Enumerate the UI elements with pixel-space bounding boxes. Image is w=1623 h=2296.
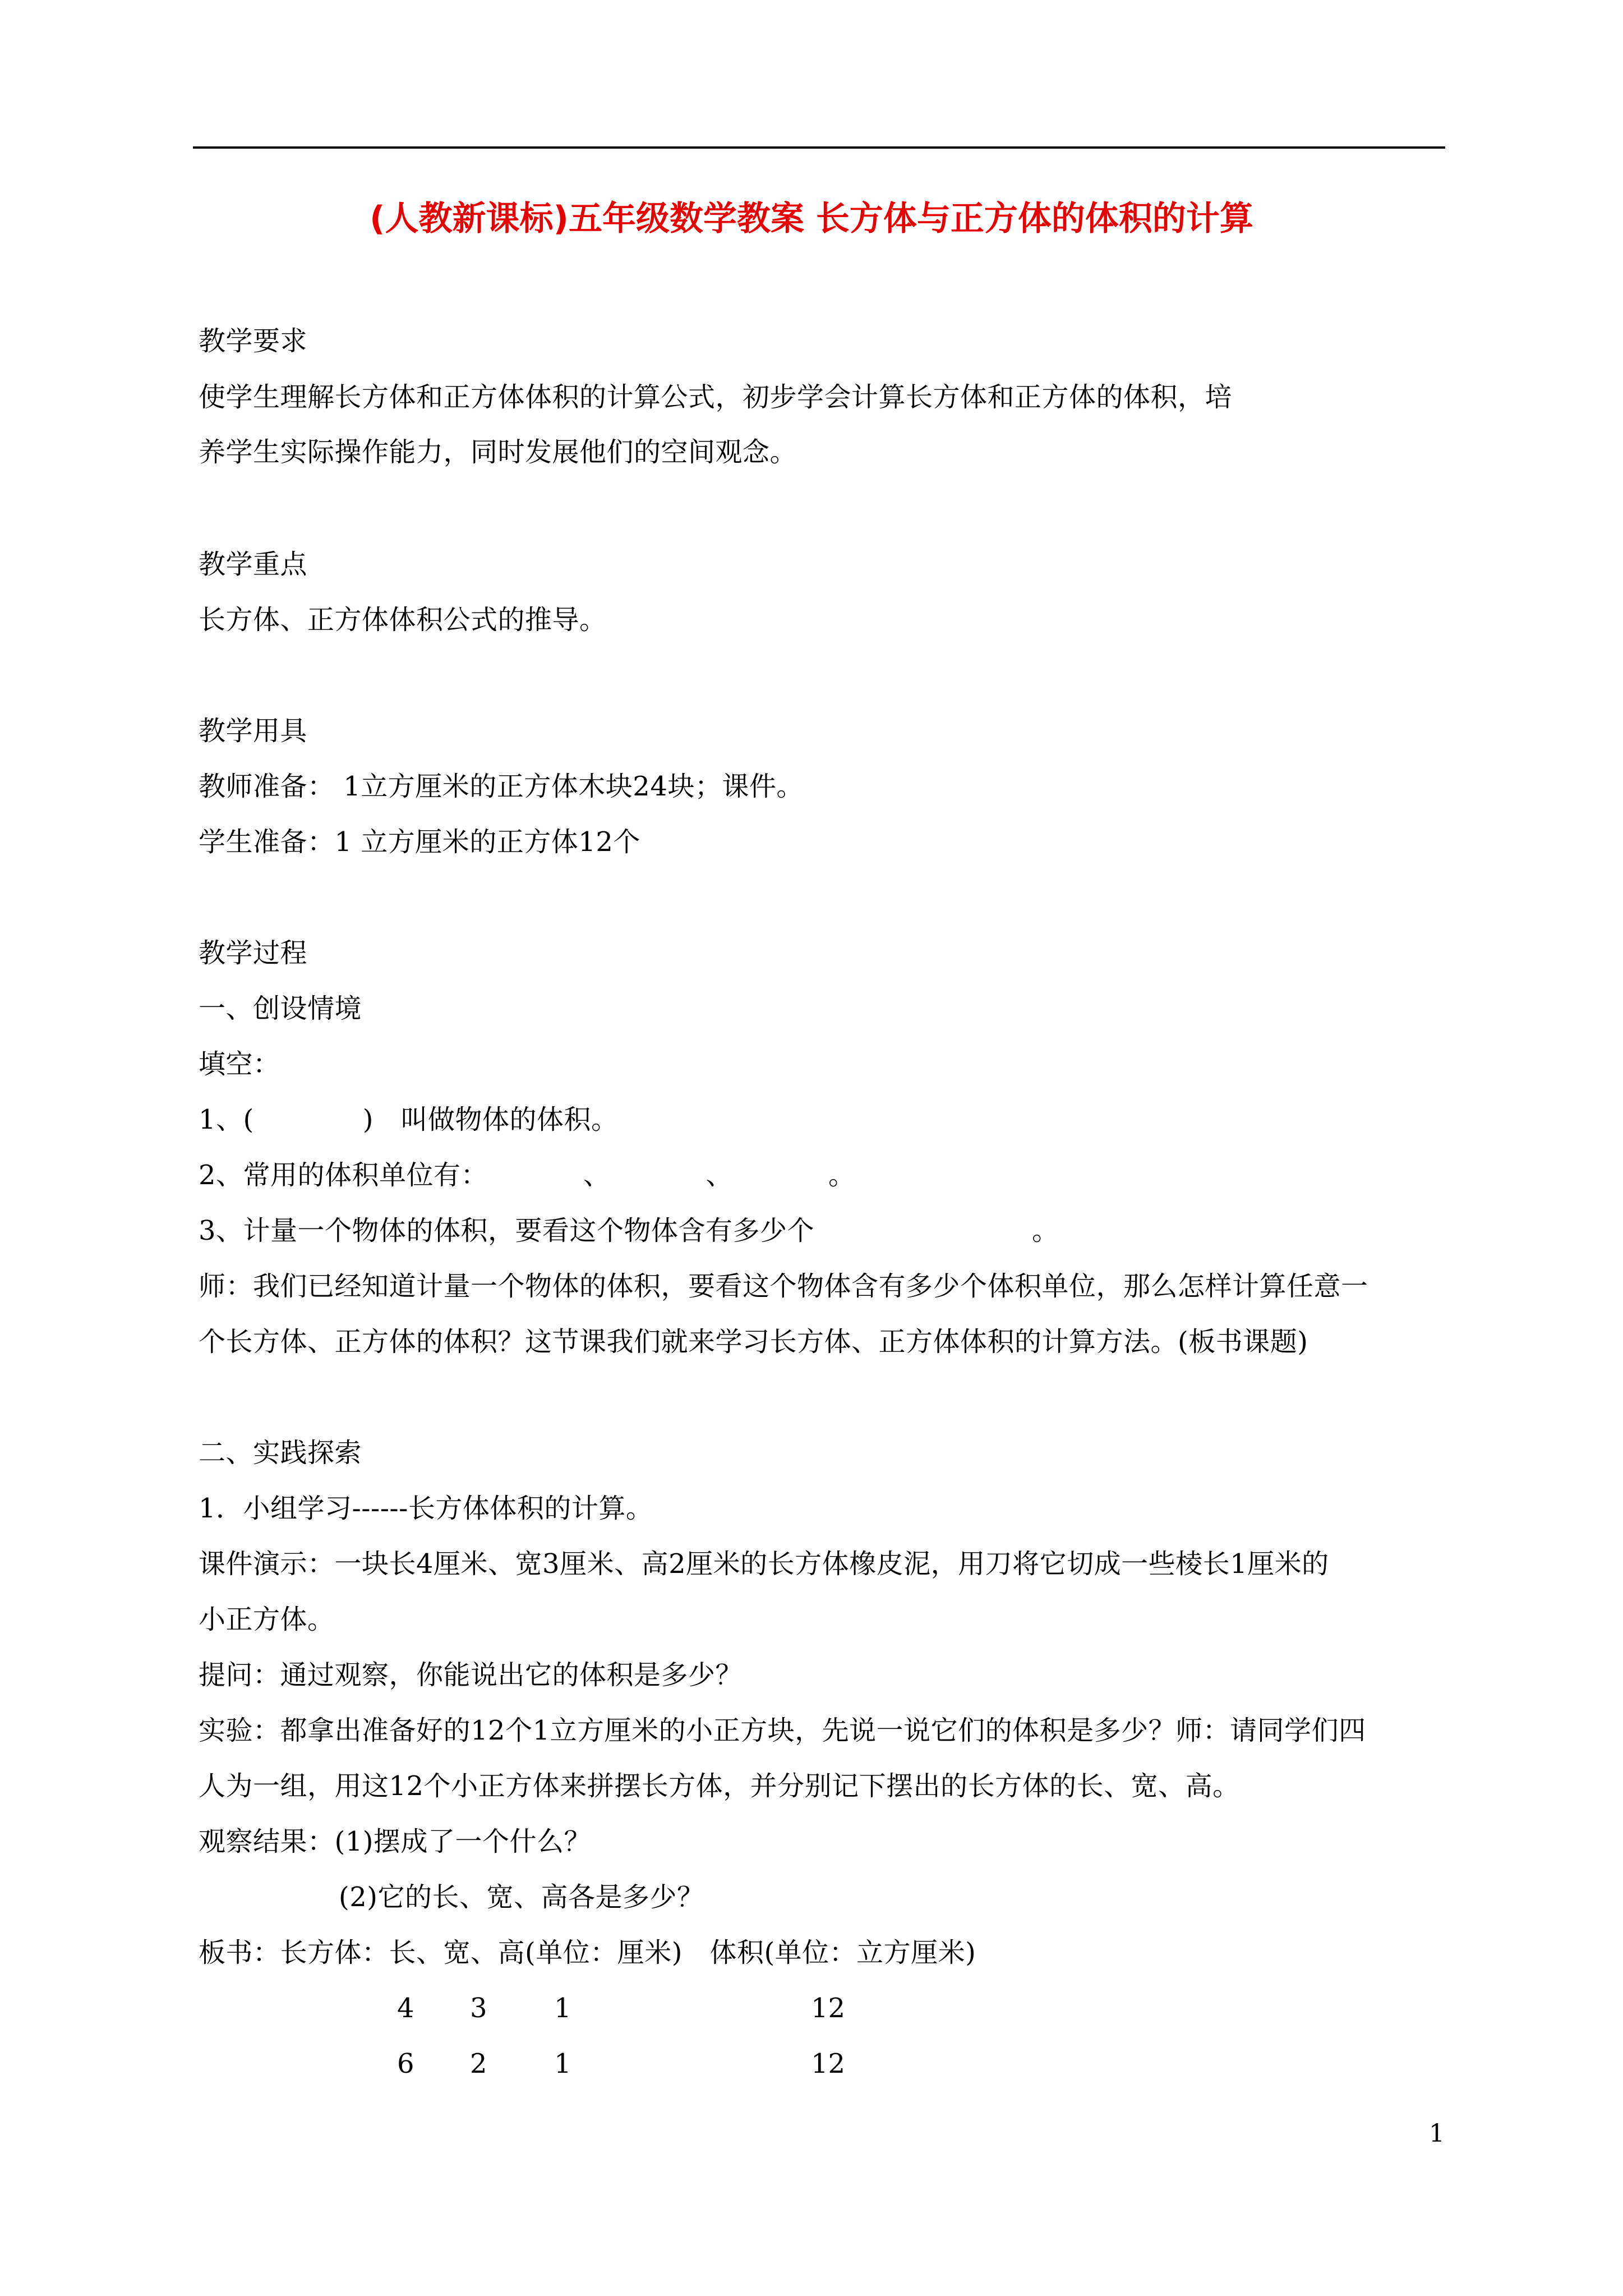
table-cell-length: 6 — [397, 2048, 414, 2079]
paragraph-line: 1．小组学习------长方体体积的计算。 — [199, 1493, 653, 1524]
paragraph-line: 学生准备：1 立方厘米的正方体12个 — [199, 826, 640, 858]
table-cell-width: 3 — [470, 1993, 487, 2024]
paragraph-line: 师：我们已经知道计量一个物体的体积，要看这个物体含有多少个体积单位，那么怎样计算任意一 — [199, 1271, 1368, 1302]
paragraph-line: 2、常用的体积单位有： 、 、 。 — [199, 1159, 856, 1191]
header-rule — [193, 146, 1445, 149]
table-cell-height: 1 — [554, 1993, 571, 2024]
paragraph-line: 人为一组，用这12个小正方体来拼摆长方体，并分别记下摆出的长方体的长、宽、高。 — [199, 1770, 1240, 1802]
section-heading-requirements: 教学要求 — [199, 325, 308, 357]
table-cell-volume: 12 — [811, 1993, 846, 2024]
document-title: (人教新课标)五年级数学教案 长方体与正方体的体积的计算 — [370, 199, 1253, 238]
table-cell-height: 1 — [554, 2048, 571, 2079]
paragraph-line: 提问：通过观察，你能说出它的体积是多少？ — [199, 1659, 743, 1691]
paragraph-line: 1、( ) 叫做物体的体积。 — [199, 1104, 619, 1135]
subsection-heading: 一、创设情境 — [199, 993, 362, 1024]
section-heading-tools: 教学用具 — [199, 715, 308, 747]
paragraph-line: 3、计量一个物体的体积，要看这个物体含有多少个 。 — [199, 1215, 1059, 1246]
paragraph-line: 观察结果：(1)摆成了一个什么？ — [199, 1826, 591, 1857]
paragraph-line: 使学生理解长方体和正方体体积的计算公式，初步学会计算长方体和正方体的体积，培 — [199, 381, 1233, 413]
subsection-heading: 二、实践探索 — [199, 1437, 362, 1469]
paragraph-line: (2)它的长、宽、高各是多少？ — [339, 1881, 704, 1913]
paragraph-line: 板书：长方体：长、宽、高(单位：厘米) 体积(单位：立方厘米) — [199, 1937, 976, 1968]
paragraph-line: 教师准备： 1立方厘米的正方体木块24块；课件。 — [199, 771, 804, 802]
table-cell-width: 2 — [470, 2048, 487, 2079]
table-cell-volume: 12 — [811, 2048, 846, 2079]
paragraph-line: 填空： — [199, 1048, 280, 1080]
paragraph-line: 课件演示：一块长4厘米、宽3厘米、高2厘米的长方体橡皮泥，用刀将它切成一些棱长1厘米的 — [199, 1548, 1329, 1580]
paragraph-line: 养学生实际操作能力，同时发展他们的空间观念。 — [199, 436, 797, 468]
paragraph-line: 实验：都拿出准备好的12个1立方厘米的小正方块，先说一说它们的体积是多少？师：请同学们四 — [199, 1715, 1366, 1746]
section-heading-focus: 教学重点 — [199, 549, 308, 580]
section-heading-process: 教学过程 — [199, 937, 308, 969]
paragraph-line: 小正方体。 — [199, 1604, 335, 1635]
table-cell-length: 4 — [397, 1993, 414, 2024]
page-number: 1 — [1429, 2119, 1445, 2148]
paragraph-line: 长方体、正方体体积公式的推导。 — [199, 604, 607, 636]
paragraph-line: 个长方体、正方体的体积？这节课我们就来学习长方体、正方体体积的计算方法。(板书课题) — [199, 1326, 1308, 1358]
